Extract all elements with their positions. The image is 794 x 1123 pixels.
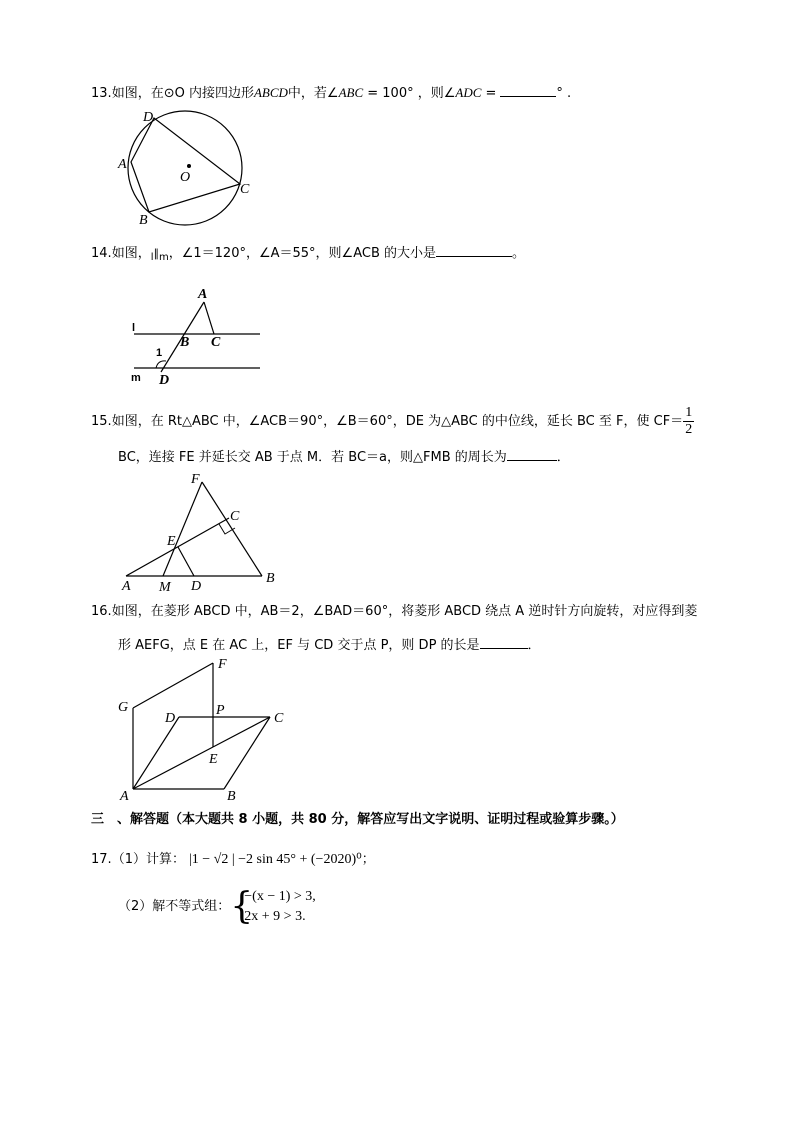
q16-label-B: B [227,789,236,802]
q14-m: m [158,252,169,263]
q15-segment-FM [163,482,202,576]
q16-tail: ． [527,638,541,653]
q16-segment-GF [133,663,213,708]
q15-label-C: C [230,509,240,524]
q16-label-E: E [209,752,218,767]
q15-label-A: A [122,579,131,592]
q13-abcd: ABCD [253,85,288,100]
q13-label-O: O [180,170,191,185]
q16-segment-CB [224,717,270,789]
q17-part1-expression: |1 − √2 | −2 sin 45° + (−2020)⁰ [188,852,362,867]
q13-figure [112,104,252,228]
q16-line1 [91,603,697,621]
q13-text-d: = [481,86,497,101]
q15-fraction [683,405,694,438]
q16-answer-blank [480,635,528,649]
q17-number: 17. [91,852,112,867]
q14-parallel: ∥ [153,247,159,260]
q15-right-angle-mark [219,524,235,534]
q15-text-line1: 如图，在 Rt△ABC 中，∠ACB＝90°，∠B＝60°，DE 为△ABC 的中位线，延长 BC 至 F，使 CF＝ [111,414,684,429]
q16-label-A: A [120,789,129,802]
q13-label-A: A [118,157,127,172]
q15-frac-den: 2 [685,422,693,437]
q13-adc: ADC [455,85,482,100]
q13-number: 13. [91,86,112,101]
q14-answer-blank [436,243,512,257]
q15-label-B: B [266,571,275,586]
q15-line1 [91,405,694,438]
q15-tail: ． [556,450,570,465]
q14-label-B: B [180,335,190,350]
q15-segment-ED [178,547,194,576]
q15-answer-blank [507,447,557,461]
q14-label-C: C [211,335,221,350]
q16-text-line2: 形 AEFG，点 E 在 AC 上，EF 与 CD 交于点 P，则 DP 的长是 [118,638,480,653]
q17-part1 [91,849,375,871]
q14-text-a: 如图， [111,246,151,261]
q16-label-G: G [118,700,129,715]
q13-line [91,83,571,103]
q17-part2-label: （2）解不等式组： [118,899,231,914]
q13-label-B: B [139,213,148,228]
q16-segment-AD [133,717,179,789]
q13-center-point [187,164,191,168]
q13-abc: ABC [338,85,364,100]
q14-tail: 。 [512,246,526,261]
q14-label-1: 1 [156,347,163,359]
q16-line2 [118,635,541,655]
q17-part1-label: （1）计算： [111,852,185,867]
q14-label-D: D [159,373,170,388]
q17-part1-tail: ； [361,852,375,867]
q14-label-A: A [198,287,208,302]
q15-figure [118,470,288,592]
q16-label-C: C [274,711,284,726]
q16-label-F: F [218,657,227,672]
q13-label-C: C [240,182,250,197]
q13-tail: ° . [556,86,572,101]
q15-text-line2: BC，连接 FE 并延长交 AB 于点 M．若 BC＝a，则△FMB 的周长为 [118,450,507,465]
q16-text-line1: 如图，在菱形 ABCD 中，AB＝2，∠BAD＝60°，将菱形 ABCD 绕点 A 逆时针方向旋转，对应得到菱 [111,604,698,619]
q13-quadrilateral [131,118,240,212]
q17-inequality-1: −(x − 1) > 3, [244,889,316,904]
q13-answer-blank [500,83,556,97]
q14-label-l: l [132,322,136,334]
q14-segment-AC [204,302,214,334]
q14-line [91,243,525,267]
q15-label-D: D [191,579,202,592]
q15-segment-AC [126,518,229,576]
q13-text-b: 中，若∠ [287,86,339,101]
q17-part2 [118,885,316,929]
q15-label-M: M [159,580,171,592]
q14-number: 14. [91,246,112,261]
q16-segment-EC [213,717,270,747]
q14-label-m: m [131,372,141,384]
section3-title: 三 、解答题（本大题共 8 小题，共 80 分，解答应写出文字说明、证明过程或验算步骤。） [91,812,624,827]
q13-text-a: 如图，在⊙O 内接四边形 [111,86,254,101]
q16-label-P: P [216,703,225,718]
q17-inequality-system [230,887,316,927]
q13-label-D: D [143,110,154,125]
q13-text-c: = 100° ，则∠ [363,86,456,101]
q13-circle [128,111,242,225]
q17-brace: { [230,886,254,927]
q16-figure [114,654,294,802]
q16-segment-AE [133,747,213,789]
q15-frac-num: 1 [685,405,693,420]
q15-number: 15. [91,414,112,429]
q17-inequality-2: 2x + 9 > 3. [244,909,306,924]
q15-line2 [118,447,570,467]
q14-figure [128,284,268,388]
q14-text-b: ，∠1＝120°，∠A＝55°，则∠ACB 的大小是 [168,246,437,261]
q14-l: l [150,252,154,263]
q15-segment-FB [202,482,262,576]
q15-label-F: F [191,472,200,487]
q16-label-D: D [165,711,176,726]
q15-label-E: E [167,534,176,549]
q16-number: 16. [91,604,112,619]
